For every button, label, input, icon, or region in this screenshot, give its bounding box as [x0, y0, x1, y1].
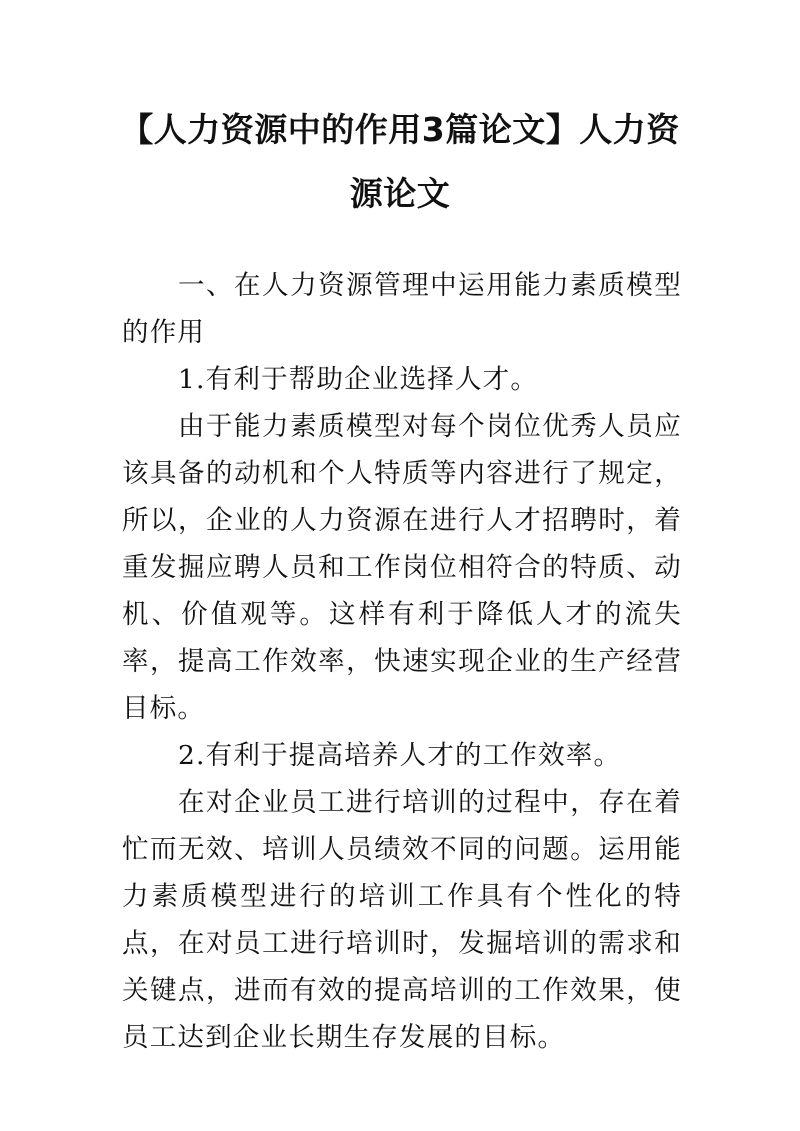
document-title: 【人力资源中的作用3篇论文】人力资源论文	[120, 110, 680, 213]
section-heading: 一、在人力资源管理中运用能力素质模型的作用	[122, 270, 682, 348]
subheading-2: 2.有利于提高培养人才的工作效率。	[178, 740, 622, 771]
body-paragraph-2: 在对企业员工进行培训的过程中，存在着忙而无效、培训人员绩效不同的问题。运用能力素质模型进行的培训工作具有个性化的特点，在对员工进行培训时，发掘培训的需求和关键点，进而有效的提高培训的工作效果，使员工达到企业长期生存发展的目标。	[122, 787, 682, 1053]
document-body	[122, 262, 682, 1061]
body-paragraph-1: 由于能力素质模型对每个岗位优秀人员应该具备的动机和个人特质等内容进行了规定，所以，企业的人力资源在进行人才招聘时，着重发掘应聘人员和工作岗位相符合的特质、动机、价值观等。这样有利于降低人才的流失率，提高工作效率，快速实现企业的生产经营目标。	[122, 411, 682, 724]
subheading-1: 1.有利于帮助企业选择人才。	[178, 364, 539, 395]
